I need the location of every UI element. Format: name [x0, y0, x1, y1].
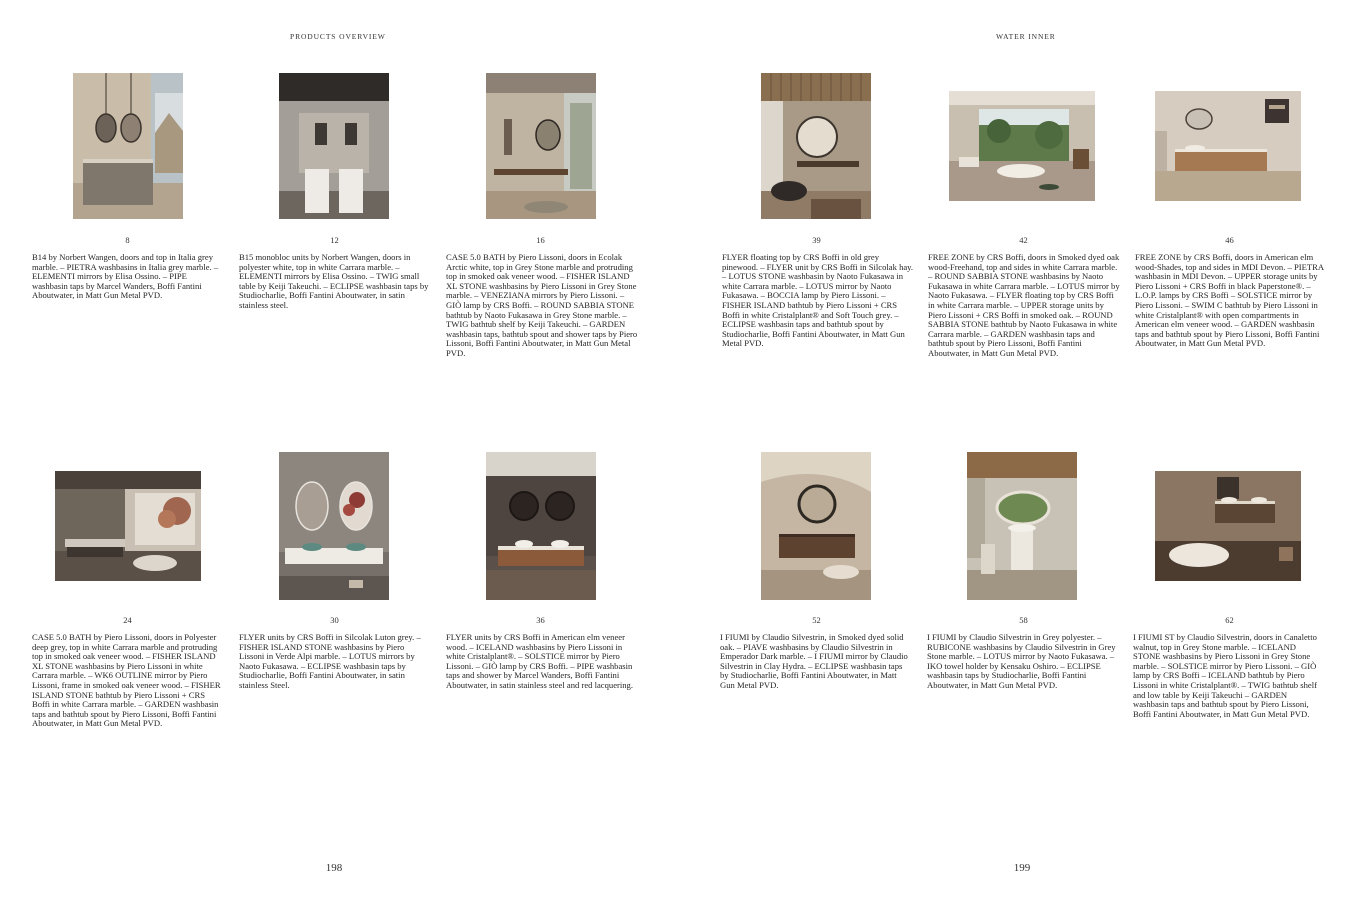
product-photo	[949, 91, 1095, 201]
figure-number: 46	[1225, 235, 1234, 245]
product-caption: I FIUMI by Claudio Silvestrin in Grey polyester. – RUBICONE washbasins by Claudio Silvestrin in Grey Stone marble. – LOTUS mirror by Naoto Fukasawa. – IKO towel holder by Kensaku Oshiro. – ECLIPSE washbasin taps by Studiocharlie, Boffi Fantini Aboutwater, in Matt Gun Metal PVD.	[927, 632, 1116, 690]
figure-number: 39	[812, 235, 821, 245]
product-caption: B14 by Norbert Wangen, doors and top in Italia grey marble. – PIETRA washbasins in Italia grey marble. – ELEMENTI mirrors by Elisa Ossino. – PIPE washbasin taps by Marcel Wanders, Boffi Fantini Aboutwater, in Matt Gun Metal PVD.	[32, 252, 219, 301]
product-photo	[486, 452, 596, 600]
figure-number: 30	[330, 615, 339, 625]
right-page	[678, 0, 1356, 904]
product-caption: I FIUMI by Claudio Silvestrin, in Smoked dyed solid oak. – PIAVE washbasins by Claudio Silvestrin in Emperador Dark marble. – I FIUMI mirror by Claudio Silvestrin in Clay Hydra. – ECLIPSE washbasin taps by Studiocharlie, Boffi Fantini Aboutwater, in Matt Gun Metal PVD.	[720, 632, 908, 690]
product-caption: I FIUMI ST by Claudio Silvestrin, doors in Canaletto walnut, top in Grey Stone marble. – ICELAND STONE washbasins by Piero Lissoni in Grey Stone marble. – SOLSTICE mirror by Piero Lissoni. – GIÒ lamp by CRS Boffi – ICELAND bathtub by Piero Lissoni in white Cristalplant®. – TWIG bathtub shelf and low table by Keiji Takeuchi – GARDEN washbasin taps and bathtub spout by Piero Lissoni, Boffi Fantini Aboutwater, in Matt Gun Metal PVD.	[1133, 632, 1317, 719]
figure-number: 12	[330, 235, 339, 245]
figure-number: 8	[125, 235, 130, 245]
product-photo	[967, 452, 1077, 600]
product-photo	[55, 471, 201, 581]
running-head: WATER INNER	[996, 32, 1056, 41]
product-caption: FLYER units by CRS Boffi in Silcolak Luton grey. – FISHER ISLAND STONE washbasins by Piero Lissoni in Verde Alpi marble. – LOTUS mirrors by Naoto Fukasawa. – ECLIPSE washbasin taps by Studiocharlie, Boffi Fantini Aboutwater, in satin stainless Steel.	[239, 632, 421, 690]
product-photo	[761, 452, 871, 600]
product-caption: B15 monobloc units by Norbert Wangen, doors in polyester white, top in white Carrara marble. – ELEMENTI mirrors by Elisa Ossino. – TWIG small table by Keiji Takeuchi. – ECLIPSE washbasin taps by Studiocharlie, Boffi Fantini Aboutwater, in satin stainless steel.	[239, 252, 429, 310]
figure-number: 52	[812, 615, 821, 625]
product-photo	[279, 73, 389, 219]
running-head: PRODUCTS OVERVIEW	[290, 32, 386, 41]
figure-number: 16	[536, 235, 545, 245]
product-photo	[486, 73, 596, 219]
figure-number: 62	[1225, 615, 1234, 625]
product-photo	[73, 73, 183, 219]
product-photo	[1155, 91, 1301, 201]
figure-number: 58	[1019, 615, 1028, 625]
product-caption: FREE ZONE by CRS Boffi, doors in Smoked dyed oak wood-Freehand, top and sides in white Carrara marble. – ROUND SABBIA STONE washbasins by Naoto Fukasawa in white Carrara marble. – LOTUS mirror by Naoto Fukasawa. – FLYER floating top by CRS Boffi in white Carrara marble. – UPPER storage units by Piero Lissoni + CRS Boffi in smoked oak. – ROUND SABBIA STONE bathtub by Naoto Fukasawa in white Carrara marble. – GARDEN washbasin taps and bathtub spout by Piero Lissoni, Boffi Fantini Aboutwater, in Matt Gun Metal PVD.	[928, 252, 1120, 358]
product-caption: CASE 5.0 BATH by Piero Lissoni, doors in Polyester deep grey, top in white Carrara marble and protruding top in smoked oak veneer wood. – FISHER ISLAND XL STONE washbasins by Piero Lissoni in white Carrara marble. – WK6 OUTLINE mirror by Piero Lissoni, frame in smoked oak veneer wood. – FISHER ISLAND STONE bathtub by Piero Lissoni + CRS Boffi in white Carrara marble. – GARDEN washbasin taps and bathtub spout by Piero Lissoni, Boffi Fantini Aboutwater, in Matt Gun Metal PVD.	[32, 632, 221, 729]
product-caption: FLYER units by CRS Boffi in American elm veneer wood. – ICELAND washbasins by Piero Lissoni in white Cristalplant®. – SOLSTICE mirror by Piero Lissoni. – GIÒ lamp by CRS Boffi. – PIPE washbasin taps and shower by Marcel Wanders, Boffi Fantini Aboutwater, in satin stainless steel and red lacquering.	[446, 632, 633, 690]
page-number: 198	[325, 862, 343, 874]
page-number: 199	[1013, 862, 1031, 874]
figure-number: 36	[536, 615, 545, 625]
product-caption: FLYER floating top by CRS Boffi in old grey pinewood. – FLYER unit by CRS Boffi in Silcolak hay. – LOTUS STONE washbasin by Naoto Fukasawa in white Carrara marble. – LOTUS mirror by Naoto Fukasawa. – BOCCIA lamp by Piero Lissoni. – FISHER ISLAND bathtub by Piero Lissoni + CRS Boffi in white Cristalplant® and Soft Touch grey. – ECLIPSE washbasin taps and bathtub spout by Studiocharlie, Boffi Fantini Aboutwater, in Matt Gun Metal PVD.	[722, 252, 914, 349]
product-caption: FREE ZONE by CRS Boffi, doors in American elm wood-Shades, top and sides in MDI Devon. – PIETRA washbasin in MDI Devon. – UPPER storage units by Piero Lissoni + CRS Boffi in black Paperstone®. – L.O.P. lamps by CRS Boffi – SOLSTICE mirror by Piero Lissoni. – SWIM C bathtub by Piero Lissoni in white Cristalplant® with open compartments in American elm veneer wood. – GARDEN washbasin taps and bathtub spout by Piero Lissoni, Boffi Fantini Aboutwater, in Matt Gun Metal PVD.	[1135, 252, 1324, 349]
figure-number: 24	[123, 615, 132, 625]
figure-number: 42	[1019, 235, 1028, 245]
product-photo	[279, 452, 389, 600]
product-photo	[1155, 471, 1301, 581]
product-photo	[761, 73, 871, 219]
product-caption: CASE 5.0 BATH by Piero Lissoni, doors in Ecolak Arctic white, top in Grey Stone marble and protruding top in smoked oak veneer wood. – FISHER ISLAND XL STONE washbasins by Piero Lissoni in Grey Stone marble. – VENEZIANA mirrors by Piero Lissoni. – GIÒ lamp by CRS Boffi. – ROUND SABBIA STONE bathtub by Naoto Fukasawa in Grey Stone marble. – TWIG bathtub shelf by Keiji Takeuchi. – GARDEN washbasin taps, bathtub spout and shower taps by Piero Lissoni, Boffi Fantini Aboutwater, in Matt Gun Metal PVD.	[446, 252, 638, 358]
